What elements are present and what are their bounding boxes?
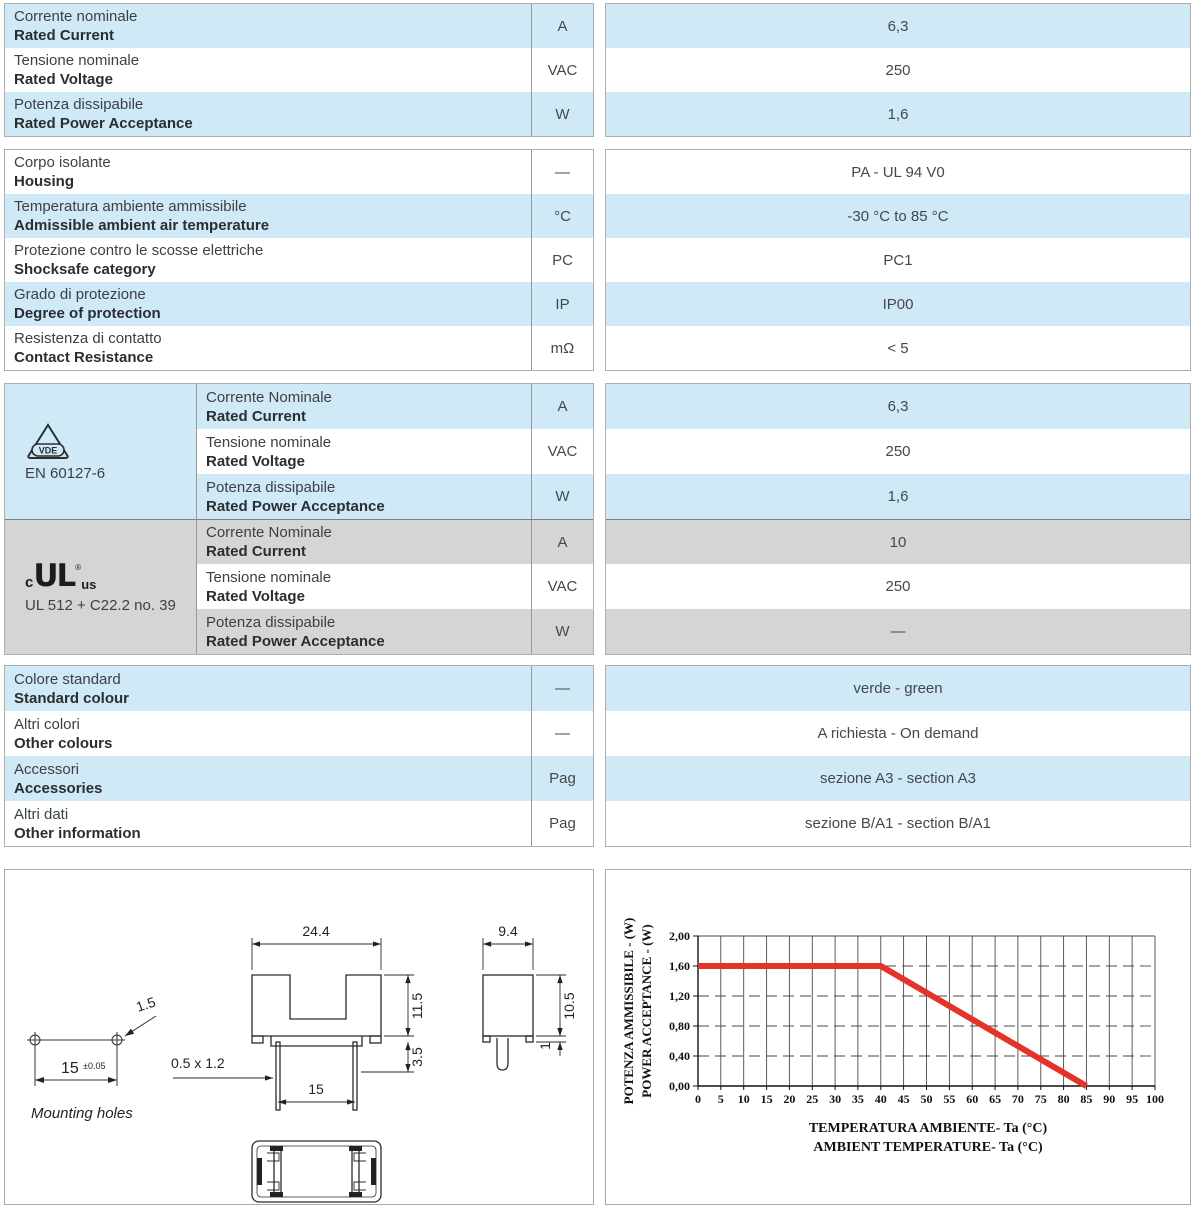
label-en: Contact Resistance	[14, 349, 154, 366]
label-en: Standard colour	[14, 689, 130, 707]
row-vde-rated-current	[197, 384, 593, 429]
derating-chart	[606, 870, 1190, 1204]
chart-xlabel-it: TEMPERATURA AMBIENTE- Ta (°C)	[808, 1121, 1048, 1136]
label-it: Accessori	[14, 760, 80, 778]
table-approvals	[4, 383, 1194, 655]
row-protection-degree	[5, 282, 593, 326]
vde-standard: EN 60127-6	[25, 464, 106, 482]
svg-text:0: 0	[695, 1092, 701, 1106]
table-other-info-data	[605, 665, 1191, 847]
svg-text:70: 70	[1011, 1092, 1024, 1106]
svg-text:65: 65	[989, 1092, 1002, 1106]
svg-text:20: 20	[783, 1092, 796, 1106]
value-accessories: sezione A3 - section A3	[606, 756, 1190, 801]
value-vde-rated-current: 6,3	[606, 384, 1190, 429]
unit-cell: A	[531, 4, 593, 48]
dim-pin-pitch: 15	[308, 1081, 324, 1097]
label-en: Shocksafe category	[14, 261, 156, 278]
row-ul-rated-power	[197, 609, 593, 654]
table-construction-labels	[4, 149, 594, 371]
row-ambient-temperature	[5, 194, 593, 238]
label-cell	[197, 609, 531, 654]
value-ul-rated-power: —	[606, 609, 1190, 654]
svg-text:10: 10	[737, 1092, 750, 1106]
ul-logo-icon	[25, 557, 196, 594]
row-rated-voltage	[5, 48, 593, 92]
table-other-info	[4, 665, 1194, 847]
label-en: Other colours	[14, 734, 113, 752]
dim-side-pin-offset: 1	[537, 1042, 553, 1050]
label-it: Resistenza di contatto	[14, 330, 162, 347]
label-it: Potenza dissipabile	[206, 613, 336, 631]
label-it: Temperatura ambiente ammissibile	[14, 198, 247, 215]
value-other-colours: A richiesta - On demand	[606, 711, 1190, 756]
svg-text:0,40: 0,40	[669, 1049, 690, 1063]
label-en: Rated Power Acceptance	[206, 632, 385, 650]
svg-text:15: 15	[760, 1092, 773, 1106]
ul-logo-c: c	[25, 573, 34, 591]
value-protection-degree: IP00	[606, 282, 1190, 326]
unit-cell: VAC	[531, 564, 593, 609]
row-rated-current	[5, 4, 593, 48]
value-rated-current: 6,3	[606, 4, 1190, 48]
value-other-information: sezione B/A1 - section B/A1	[606, 801, 1190, 846]
label-it: Corrente Nominale	[206, 388, 332, 406]
svg-text:35: 35	[851, 1092, 864, 1106]
svg-text:1,20: 1,20	[669, 989, 690, 1003]
svg-text:50: 50	[920, 1092, 933, 1106]
label-cell	[5, 48, 531, 92]
unit-cell: —	[531, 150, 593, 194]
label-it: Potenza dissipabile	[206, 478, 336, 496]
value-shocksafe: PC1	[606, 238, 1190, 282]
table-approvals-data	[605, 383, 1191, 655]
label-en: Rated Voltage	[206, 452, 305, 470]
unit-cell: —	[531, 711, 593, 756]
value-rated-power: 1,6	[606, 92, 1190, 136]
row-vde-rated-power	[197, 474, 593, 519]
top-view-drawing	[252, 1141, 381, 1202]
row-contact-resistance	[5, 326, 593, 370]
svg-text:30: 30	[829, 1092, 842, 1106]
svg-text:45: 45	[897, 1092, 910, 1106]
vde-logo-text: VDE	[38, 445, 58, 455]
label-en: Rated Voltage	[14, 71, 113, 88]
label-it: Tensione nominale	[206, 568, 332, 586]
label-en: Other information	[14, 824, 141, 842]
dimension-drawing-panel	[4, 869, 594, 1205]
unit-cell: VAC	[531, 48, 593, 92]
svg-text:40: 40	[874, 1092, 887, 1106]
svg-text:90: 90	[1103, 1092, 1116, 1106]
svg-text:25: 25	[806, 1092, 819, 1106]
value-standard-colour: verde - green	[606, 666, 1190, 711]
label-cell	[5, 756, 531, 801]
row-shocksafe	[5, 238, 593, 282]
value-housing: PA - UL 94 V0	[606, 150, 1190, 194]
vde-approval-cell	[5, 384, 196, 519]
label-it: Corrente Nominale	[206, 524, 332, 541]
unit-cell: W	[531, 474, 593, 519]
label-cell	[5, 326, 531, 370]
label-cell	[5, 282, 531, 326]
value-rated-voltage: 250	[606, 48, 1190, 92]
ul-approval-cell	[5, 519, 196, 654]
label-en: Rated Current	[206, 543, 307, 560]
label-cell	[197, 429, 531, 474]
approvals-rows-column	[197, 384, 593, 654]
label-cell	[197, 474, 531, 519]
front-view-dimension-lines	[173, 938, 414, 1102]
value-ul-rated-voltage: 250	[606, 564, 1190, 609]
row-vde-rated-voltage	[197, 429, 593, 474]
mounting-holes-caption: Mounting holes	[31, 1105, 133, 1122]
table-construction	[4, 149, 1194, 371]
label-cell	[5, 194, 531, 238]
unit-cell: IP	[531, 282, 593, 326]
dim-hole-pitch-tolerance: ±0.05	[83, 1061, 106, 1071]
table-rated-values	[4, 3, 1194, 137]
vde-logo-icon	[25, 422, 71, 460]
unit-cell: —	[531, 666, 593, 711]
dim-side-height: 10.5	[561, 992, 577, 1020]
label-it: Corrente nominale	[14, 8, 138, 25]
ul-logo-us: us	[81, 576, 97, 592]
value-contact-resistance: < 5	[606, 326, 1190, 370]
unit-cell: °C	[531, 194, 593, 238]
table-rated-values-labels	[4, 3, 594, 137]
unit-cell: PC	[531, 238, 593, 282]
svg-text:0,80: 0,80	[669, 1019, 690, 1033]
chart-ylabel-it: POTENZA AMMISSIBILE - (W)	[621, 917, 636, 1105]
dim-front-height: 11.5	[409, 992, 425, 1020]
row-ul-rated-voltage	[197, 564, 593, 609]
label-cell	[5, 4, 531, 48]
value-vde-rated-voltage: 250	[606, 429, 1190, 474]
ul-logo-registered: ®	[75, 562, 82, 572]
row-ul-rated-current	[197, 519, 593, 564]
svg-text:2,00: 2,00	[669, 929, 690, 943]
label-cell	[5, 666, 531, 711]
label-it: Tensione nominale	[14, 52, 140, 69]
label-it: Protezione contro le scosse elettriche	[14, 242, 264, 259]
dim-pin-section: 0.5 x 1.2	[171, 1055, 225, 1071]
label-en: Accessories	[14, 779, 103, 797]
mounting-holes-drawing	[27, 1016, 156, 1086]
value-vde-rated-power: 1,6	[606, 474, 1190, 519]
label-cell	[5, 711, 531, 756]
unit-cell: W	[531, 609, 593, 654]
svg-text:0,00: 0,00	[669, 1079, 690, 1093]
label-it: Colore standard	[14, 670, 121, 688]
label-en: Rated Power Acceptance	[206, 497, 385, 515]
label-en: Degree of protection	[14, 305, 161, 322]
table-approvals-labels	[4, 383, 594, 655]
label-en: Admissible ambient air temperature	[14, 217, 270, 234]
svg-text:95: 95	[1126, 1092, 1139, 1106]
dim-side-width: 9.4	[498, 923, 518, 939]
label-it: Altri dati	[14, 805, 69, 823]
ul-logo-mark: UL	[33, 557, 75, 594]
dim-hole-diameter: 1.5	[133, 993, 158, 1015]
ul-standard: UL 512 + C22.2 no. 39	[25, 596, 176, 614]
derating-chart-panel	[605, 869, 1191, 1205]
dim-hole-pitch: 15	[61, 1060, 79, 1077]
label-cell	[5, 150, 531, 194]
label-it: Tensione nominale	[206, 433, 332, 451]
label-cell	[197, 564, 531, 609]
bottom-section	[4, 869, 1194, 1205]
unit-cell: VAC	[531, 429, 593, 474]
svg-text:1,60: 1,60	[669, 959, 690, 973]
dim-front-width: 24.4	[302, 923, 330, 939]
unit-cell: mΩ	[531, 326, 593, 370]
label-it: Potenza dissipabile	[14, 96, 144, 113]
chart-ylabel-en: POWER ACCEPTANCE - (W)	[639, 924, 654, 1098]
value-ul-rated-current: 10	[606, 519, 1190, 564]
label-it: Grado di protezione	[14, 286, 146, 303]
side-view-dimension-lines	[483, 938, 566, 1056]
svg-text:100: 100	[1146, 1092, 1164, 1106]
row-rated-power	[5, 92, 593, 136]
value-ambient-temperature: -30 °C to 85 °C	[606, 194, 1190, 238]
dim-pin-standoff: 3.5	[409, 1047, 425, 1067]
label-it: Corpo isolante	[14, 154, 111, 171]
svg-text:75: 75	[1034, 1092, 1047, 1106]
chart-xlabel-en: AMBIENT TEMPERATURE- Ta (°C)	[813, 1140, 1043, 1155]
chart-plot-area	[669, 929, 1164, 1106]
label-cell	[5, 801, 531, 846]
svg-text:60: 60	[966, 1092, 979, 1106]
label-cell	[5, 92, 531, 136]
svg-text:85: 85	[1080, 1092, 1093, 1106]
side-view-drawing	[483, 975, 533, 1070]
unit-cell: W	[531, 92, 593, 136]
label-en: Rated Current	[206, 407, 307, 425]
svg-text:80: 80	[1057, 1092, 1070, 1106]
label-en: Rated Power Acceptance	[14, 115, 193, 132]
label-en: Housing	[14, 173, 74, 190]
unit-cell: A	[531, 520, 593, 564]
label-en: Rated Voltage	[206, 587, 305, 605]
svg-text:5: 5	[717, 1092, 724, 1106]
row-other-information	[5, 801, 593, 846]
table-other-info-labels	[4, 665, 594, 847]
row-housing	[5, 150, 593, 194]
table-rated-values-data	[605, 3, 1191, 137]
approvals-logo-column	[5, 384, 197, 654]
label-cell	[197, 384, 531, 429]
label-en: Rated Current	[14, 27, 115, 44]
label-cell	[5, 238, 531, 282]
dimension-drawing	[5, 870, 593, 1204]
unit-cell: Pag	[531, 801, 593, 846]
svg-text:55: 55	[943, 1092, 956, 1106]
row-standard-colour	[5, 666, 593, 711]
unit-cell: Pag	[531, 756, 593, 801]
row-accessories	[5, 756, 593, 801]
table-construction-data	[605, 149, 1191, 371]
label-cell	[197, 520, 531, 564]
row-other-colours	[5, 711, 593, 756]
label-it: Altri colori	[14, 715, 80, 733]
unit-cell: A	[531, 384, 593, 429]
